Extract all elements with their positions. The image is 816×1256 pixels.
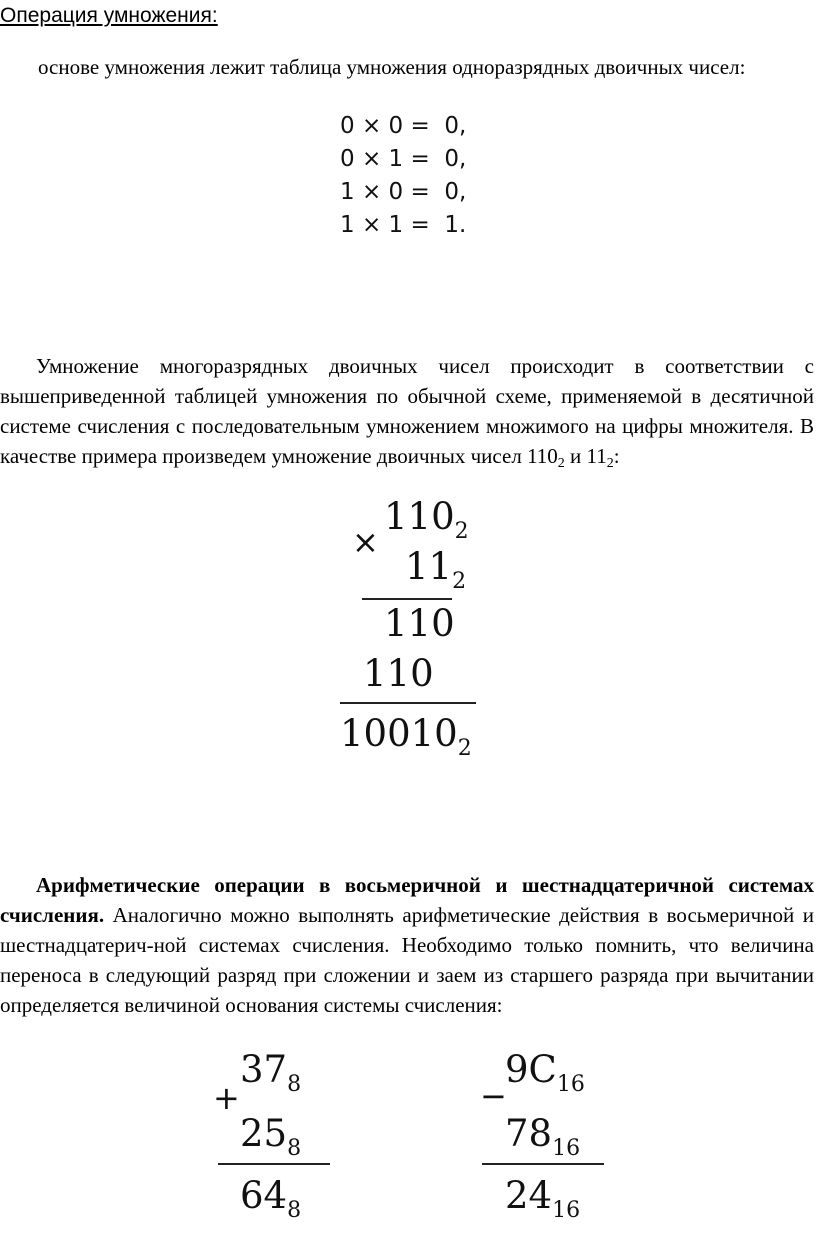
- octal-operand-2: $25_8$: [240, 1112, 302, 1161]
- product-result: $10010_2$: [340, 712, 472, 761]
- multiplier: $11_2$: [405, 545, 467, 594]
- table-row: 0 × 1 = 0,: [340, 146, 467, 172]
- number-11: 11: [586, 444, 607, 468]
- partial-product-2: 110: [363, 652, 434, 695]
- hex-operand-1: $9C_{16}$: [505, 1048, 585, 1097]
- base-subscript: 2: [557, 456, 565, 471]
- multiply-sign: ×: [352, 523, 379, 561]
- paragraph-bold-title: Арифметические операции в восьмеричной и шестнадцатеричной системах счисления.: [0, 873, 814, 927]
- octal-sum: $64_8$: [240, 1174, 302, 1223]
- section-heading: Операция умножения:: [0, 4, 218, 27]
- base-subscript: 2: [606, 456, 614, 471]
- hex-operand-2: $78_{16}$: [505, 1112, 581, 1161]
- paragraph-text: Умножение многоразрядных двоичных чисел происходит в соответствии с вышеприведенной таблицей умножения по обычной схеме, применяемой в десятичной системе счисления с последовательным умножением множимого на цифры множителя. В качестве примера произведем умножение двоичных чисел: [0, 354, 814, 468]
- plus-sign: +: [213, 1079, 240, 1117]
- partial-product-1: 110: [384, 602, 455, 645]
- intro-paragraph: основе умножения лежит таблица умножения одноразрядных двоичных чисел:: [38, 55, 746, 79]
- hex-difference: $24_{16}$: [505, 1174, 581, 1223]
- minus-sign: −: [480, 1077, 507, 1115]
- colon: :: [613, 444, 620, 468]
- table-row: 0 × 0 = 0,: [340, 113, 467, 139]
- table-row: 1 × 1 = 1.: [340, 212, 467, 238]
- multiplicand: $110_2$: [384, 495, 469, 544]
- paragraph-text: Аналогично можно выполнять арифметические действия в восьмеричной и шестнадцатерич-ной системах счисления. Необходимо только помнить, что величина переноса в следующий разряд при сложении и заем из старшего разряда при вычитании определяется величиной основания системы счисления:: [0, 903, 814, 1017]
- divider-line: [482, 1163, 604, 1165]
- number-110: 110: [527, 444, 558, 468]
- conjunction: и: [564, 444, 587, 468]
- octal-operand-1: $37_8$: [240, 1048, 302, 1097]
- table-row: 1 × 0 = 0,: [340, 179, 467, 205]
